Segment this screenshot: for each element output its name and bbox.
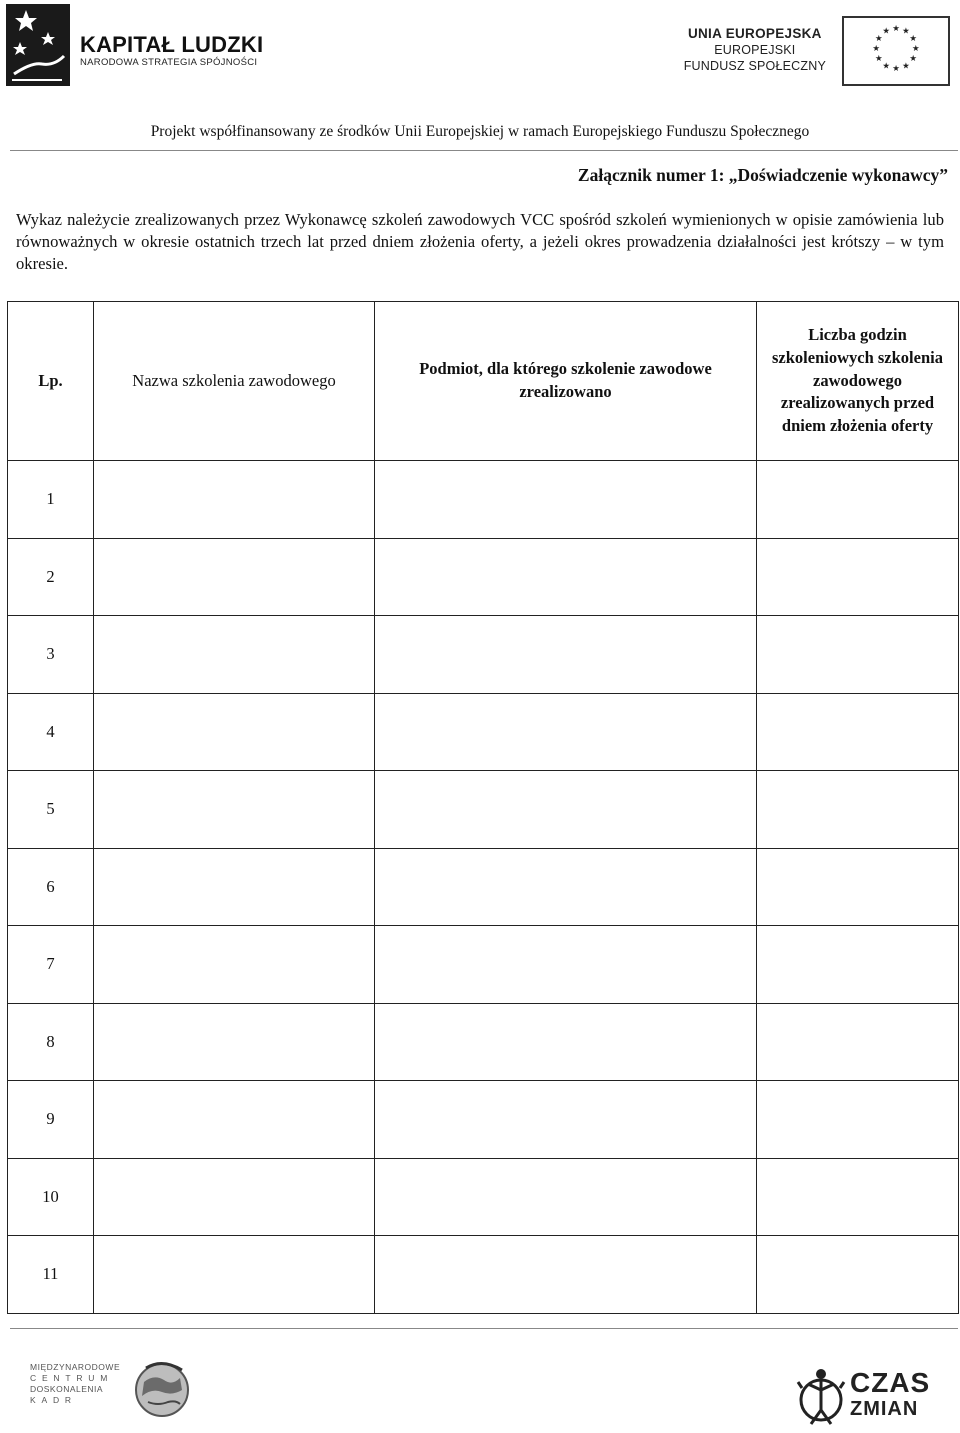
row-number: 7 (8, 926, 94, 1004)
training-name-cell[interactable] (94, 926, 375, 1004)
header-divider (10, 150, 958, 151)
svg-text:★: ★ (909, 33, 917, 44)
column-header-subject: Podmiot, dla którego szkolenie zawodowe zrealizowano (375, 302, 757, 461)
hours-cell[interactable] (757, 848, 959, 926)
training-name-cell[interactable] (94, 1003, 375, 1081)
hours-cell[interactable] (757, 926, 959, 1004)
mck-line-4: KADR (30, 1395, 77, 1405)
kapital-ludzki-subtitle: NARODOWA STRATEGIA SPÓJNOŚCI (80, 57, 258, 68)
svg-text:★: ★ (872, 43, 880, 53)
intro-paragraph: Wykaz należycie zrealizowanych przez Wykonawcę szkoleń zawodowych VCC spośród szkoleń wymienionych w opisie zamówienia lub równoważnych w okresie ostatnich trzech lat przed dniem złożenia oferty, a jeżeli okres prowadzenia działalności jest krótszy – w tym okresie. (16, 210, 944, 273)
svg-text:★: ★ (875, 33, 883, 44)
clock-figure-icon (796, 1366, 846, 1428)
attachment-title: Załącznik numer 1: „Doświadczenie wykonawcy” (577, 165, 948, 185)
table-row (8, 771, 959, 849)
eu-line-1: UNIA EUROPEJSKA (687, 26, 822, 41)
hours-cell[interactable] (757, 616, 959, 694)
footer-divider (10, 1328, 958, 1329)
subject-cell[interactable] (375, 926, 757, 1004)
column-header-hours: Liczba godzin szkoleniowych szkolenia zawodowego zrealizowanych przed dniem złożenia oferty (757, 302, 959, 461)
training-name-cell[interactable] (94, 1236, 375, 1314)
row-number: 11 (8, 1236, 94, 1314)
table-row (8, 1081, 959, 1159)
mck-line-3: DOSKONALENIA (30, 1384, 104, 1394)
svg-text:★: ★ (892, 23, 900, 34)
row-number: 8 (8, 1003, 94, 1081)
eu-text (684, 26, 826, 74)
svg-text:★: ★ (875, 52, 883, 63)
project-cofinancing-line: Projekt współfinansowany ze środków Unii Europejskiej w ramach Europejskiego Funduszu Społecznego (150, 123, 810, 140)
subject-cell[interactable] (375, 1003, 757, 1081)
mck-line-2: CENTRUM (30, 1373, 114, 1383)
row-number: 6 (8, 848, 94, 926)
hours-cell[interactable] (757, 1236, 959, 1314)
column-header-lp: Lp. (8, 302, 94, 461)
table-row (8, 693, 959, 771)
table-row (8, 461, 959, 539)
training-name-cell[interactable] (94, 461, 375, 539)
table-row (8, 926, 959, 1004)
table-header-row (8, 302, 959, 461)
hours-cell[interactable] (757, 1081, 959, 1159)
subject-cell[interactable] (375, 538, 757, 616)
mck-logo (30, 1356, 190, 1426)
eu-line-3: FUNDUSZ SPOŁECZNY (683, 59, 826, 73)
row-number: 4 (8, 693, 94, 771)
eu-logo (672, 12, 950, 86)
table-row (8, 1003, 959, 1081)
subject-cell[interactable] (375, 1236, 757, 1314)
subject-cell[interactable] (375, 848, 757, 926)
row-number: 5 (8, 771, 94, 849)
training-name-cell[interactable] (94, 848, 375, 926)
page-header (0, 0, 960, 150)
stars-figure-icon (6, 4, 70, 86)
training-name-cell[interactable] (94, 1158, 375, 1236)
subject-cell[interactable] (375, 693, 757, 771)
czas-line-2: ZMIAN (850, 1398, 919, 1420)
svg-text:★: ★ (902, 60, 910, 71)
training-name-cell[interactable] (94, 771, 375, 849)
table-row (8, 616, 959, 694)
training-name-cell[interactable] (94, 616, 375, 694)
training-name-cell[interactable] (94, 538, 375, 616)
svg-text:★: ★ (912, 43, 920, 53)
globe-icon (134, 1356, 190, 1422)
training-name-cell[interactable] (94, 693, 375, 771)
hours-cell[interactable] (757, 771, 959, 849)
eu-line-2: EUROPEJSKI (714, 43, 796, 57)
row-number: 2 (8, 538, 94, 616)
eu-flag-icon (842, 16, 950, 86)
hours-cell[interactable] (757, 538, 959, 616)
table-row (8, 538, 959, 616)
table-row (8, 848, 959, 926)
table-body (8, 461, 959, 1314)
row-number: 1 (8, 461, 94, 539)
row-number: 9 (8, 1081, 94, 1159)
subject-cell[interactable] (375, 461, 757, 539)
hours-cell[interactable] (757, 693, 959, 771)
czas-zmian-text (850, 1367, 931, 1422)
hours-cell[interactable] (757, 461, 959, 539)
czas-line-1: CZAS (850, 1367, 931, 1398)
training-name-cell[interactable] (94, 1081, 375, 1159)
kapital-ludzki-title: KAPITAŁ LUDZKI (80, 32, 264, 57)
mck-text (30, 1362, 120, 1406)
svg-text:★: ★ (909, 52, 917, 63)
czas-zmian-logo (796, 1366, 946, 1428)
svg-text:★: ★ (902, 25, 910, 36)
table-row (8, 1236, 959, 1314)
subject-cell[interactable] (375, 616, 757, 694)
hours-cell[interactable] (757, 1003, 959, 1081)
kapital-ludzki-logo (6, 4, 266, 86)
subject-cell[interactable] (375, 771, 757, 849)
hours-cell[interactable] (757, 1158, 959, 1236)
row-number: 10 (8, 1158, 94, 1236)
svg-text:★: ★ (892, 62, 900, 73)
svg-text:★: ★ (882, 25, 890, 36)
subject-cell[interactable] (375, 1158, 757, 1236)
experience-table (7, 301, 959, 1314)
subject-cell[interactable] (375, 1081, 757, 1159)
table-row (8, 1158, 959, 1236)
mck-line-1: MIĘDZYNARODOWE (30, 1362, 121, 1372)
row-number: 3 (8, 616, 94, 694)
column-header-training-name: Nazwa szkolenia zawodowego (94, 302, 375, 461)
svg-text:★: ★ (882, 60, 890, 71)
